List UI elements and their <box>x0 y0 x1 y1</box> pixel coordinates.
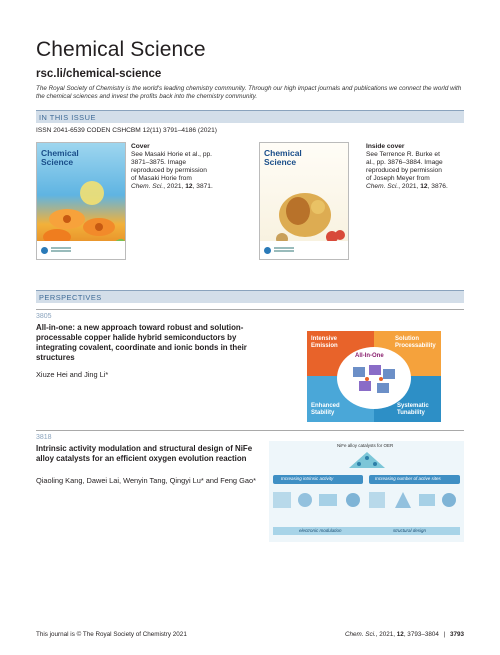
cover-journal: Chem. Sci. <box>366 183 399 190</box>
cover-pages: , 3876. <box>427 183 448 190</box>
journal-title: Chemical Science <box>36 38 206 61</box>
cover-footer <box>260 241 348 259</box>
footer-citation <box>345 631 464 638</box>
cover-footer-lines <box>274 247 294 249</box>
cover-year: , 2021, <box>398 183 419 190</box>
journal-blurb: The Royal Society of Chemistry is the world's leading chemistry community. Through our high impact journals and publications we connect the world with the chemical sciences and invest the profits back into the chemistry community. <box>36 85 462 100</box>
label-enhanced-stability: Enhanced Stability <box>311 403 340 416</box>
cover-image-front[interactable] <box>36 142 126 260</box>
cover-heading: Cover <box>131 143 150 150</box>
cover-heading: Inside cover <box>366 143 405 150</box>
rsc-logo-icon <box>41 247 48 254</box>
cover-pages: , 3871. <box>192 183 213 190</box>
cover-caption-front <box>131 143 213 191</box>
article-authors: Qiaoling Kang, Dawei Lai, Wenyin Tang, Qingyi Lu* and Feng Gao* <box>36 476 256 485</box>
article-page-number: 3818 <box>36 434 52 441</box>
article-rule <box>36 430 464 431</box>
article-rule <box>36 309 464 310</box>
cover-text: See Masaki Horie et al., pp. 3871–3875. Image reproduced by permission of Masaki Horie from <box>131 151 212 182</box>
label-all-in-one: All-In-One <box>355 353 384 359</box>
article-title[interactable]: Intrinsic activity modulation and structural design of NiFe alloy catalysts for an efficient oxygen evolution reaction <box>36 444 253 463</box>
article-page-number: 3805 <box>36 313 52 320</box>
nanostructure-icons <box>273 488 460 522</box>
cover-title: Chemical Science <box>41 148 79 167</box>
label-solution-processability: Solution Processability <box>395 336 436 349</box>
bottom-left-label: electronic modulation <box>299 528 342 533</box>
journal-url[interactable]: rsc.li/chemical-science <box>36 68 162 80</box>
right-banner-label: Increasing number of active sites <box>375 476 441 481</box>
footer-copyright: This journal is © The Royal Society of Chemistry 2021 <box>36 631 187 638</box>
label-systematic-tunability: Systematic Tunability <box>397 403 429 416</box>
label-intensive-emission: Intensive Emission <box>311 336 338 349</box>
cover-footer-lines <box>51 247 71 249</box>
section-bar-in-this-issue <box>36 110 464 123</box>
bottom-right-label: structural design <box>393 528 427 533</box>
section-label: PERSPECTIVES <box>39 293 102 302</box>
cover-title: Chemical Science <box>264 148 302 167</box>
footer-page-number: 3793 <box>449 631 464 638</box>
crystal-structure-icon <box>349 363 399 397</box>
cover-year: , 2021, <box>163 183 184 190</box>
cover-volume: 12 <box>185 183 193 190</box>
issn-line: ISSN 2041-6539 CODEN CSHCBM 12(11) 3791–4186 (2021) <box>36 127 217 134</box>
left-banner-label: Increasing intrinsic activity <box>281 476 334 481</box>
rsc-logo-icon <box>264 247 271 254</box>
article-title[interactable]: All-in-one: a new approach toward robust and solution-processable copper halide hybrid semiconductors by integrating covalent, coordinate and ionic bonds in their structures <box>36 323 247 362</box>
section-bar-perspectives <box>36 290 464 303</box>
cover-footer <box>37 241 125 259</box>
footer-separator: | <box>443 631 446 638</box>
footer-volume: 12 <box>396 631 404 638</box>
graphic-top-label: NiFe alloy catalysts for OER <box>337 443 394 448</box>
cover-caption-inside <box>366 143 448 191</box>
article-graphic-all-in-one[interactable] <box>307 331 441 422</box>
cover-image-inside[interactable] <box>259 142 349 260</box>
section-label: IN THIS ISSUE <box>39 113 96 122</box>
footer-year: , 2021, <box>375 631 396 638</box>
cover-volume: 12 <box>420 183 428 190</box>
cover-text: See Terrence R. Burke et al., pp. 3876–3884. Image reproduced by permission of Joseph Meyer from <box>366 151 443 182</box>
cover-journal: Chem. Sci. <box>131 183 164 190</box>
footer-journal: Chem. Sci. <box>344 631 376 638</box>
footer-pages: , 3793–3804 <box>403 631 439 638</box>
article-authors: Xiuze Hei and Jing Li* <box>36 370 109 379</box>
article-graphic-nife[interactable] <box>269 441 464 542</box>
catalyst-lattice-icon <box>347 450 387 472</box>
